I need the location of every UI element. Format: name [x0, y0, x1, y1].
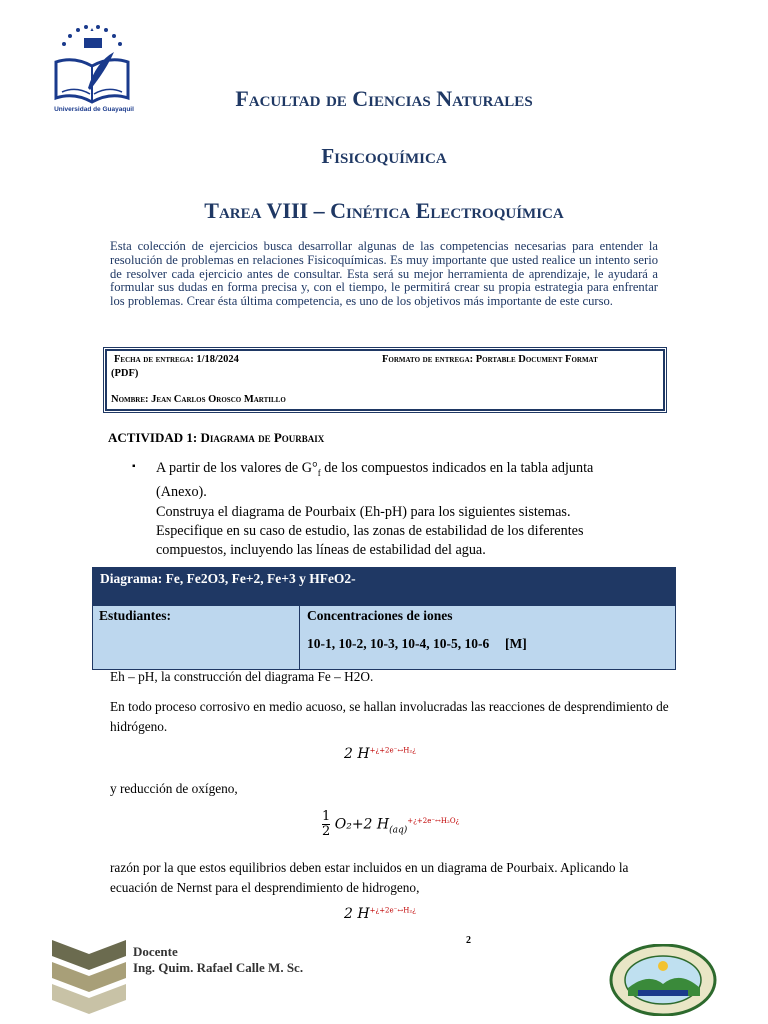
instr-sub: f [317, 467, 321, 478]
eq2-den: 2 [322, 824, 331, 839]
eq3-super: +¿+2e⁻↔H₂¿ [369, 906, 416, 915]
instr-line1a: A partir de los valores de G° [156, 460, 318, 476]
teacher-signature-block [133, 944, 303, 976]
table-header [92, 567, 676, 605]
task-title: Tarea VIII – Cinética Electroquímica [204, 198, 564, 223]
due-date: Fecha de entrega: 1/18/2024 [114, 354, 239, 365]
eq2-sub: (aq) [389, 825, 408, 836]
instr-line5: compuestos, incluyendo las líneas de estabilidad del agua. [156, 542, 486, 559]
body-paragraph-4: razón por la que estos equilibrios deben estar incluidos en un diagrama de Pourbaix. Aplicando la ecuación de Nernst para el desprendimiento de hidrogeno, [110, 860, 629, 895]
delivery-format: Formato de entrega: Portable Document Format [382, 354, 598, 365]
university-name: Universidad de Guayaquil [54, 106, 134, 113]
concentrations-unit: [M] [505, 636, 527, 651]
eq2-main: O₂+2 H [334, 816, 390, 833]
faculty-seal-icon [608, 944, 718, 1016]
eq1-super: +¿+2e⁻↔H₂¿ [369, 746, 416, 755]
eq1-main: 2 H [344, 746, 370, 762]
eq2-num: 1 [322, 809, 331, 824]
intro-paragraph: Esta colección de ejercicios busca desarrollar algunas de las competencias necesarias para entender la resolución de problemas en relaciones Fisicoquímicas. Es muy importante que usted realice un intento serio de resolver cada ejercicio antes de consultar. Esta será su mejor herramienta de aprendizaje, le ayudará a formular sus dudas en forma precisa y, con el tiempo, le permitirá crear su propia estrategia para enfrentar los problemas. Crear ésta última competencia, es uno de los objetivos más importante de este curso. [110, 239, 658, 309]
students-label: Estudiantes: [99, 608, 172, 623]
concentrations-values: 10-1, 10-2, 10-3, 10-4, 10-5, 10-6 [307, 636, 490, 651]
equation-o2-reduction [322, 810, 459, 839]
activity-title: ACTIVIDAD 1: Diagrama de Pourbaix [108, 430, 325, 445]
table-header-text: Diagrama: Fe, Fe2O3, Fe+2, Fe+3 y HFeO2- [100, 571, 356, 586]
instr-line4: Especifique en su caso de estudio, las zonas de estabilidad de los diferentes [156, 523, 584, 540]
body-paragraph-3: y reducción de oxígeno, [110, 781, 238, 796]
assignment-table [92, 567, 676, 670]
chevron-logo-icon [52, 940, 126, 1014]
body-paragraph-2: En todo proceso corrosivo en medio acuoso, se hallan involucradas las reacciones de desprendimiento de hidrógeno. [110, 699, 669, 734]
submission-info-box [103, 347, 667, 413]
activity-instructions [156, 459, 666, 561]
student-name: Nombre: Jean Carlos Orosco Martillo [111, 394, 286, 405]
equation-h2-evolution [344, 746, 416, 762]
instr-line1b: de los compuestos indicados en la tabla adjunta [320, 460, 594, 476]
teacher-role: Docente [133, 944, 178, 959]
equation-nernst-h2 [344, 906, 416, 922]
instr-line3: Construya el diagrama de Pourbaix (Eh-pH) para los siguientes sistemas. [156, 503, 571, 520]
eq3-main: 2 H [344, 906, 370, 922]
teacher-name: Ing. Quim. Rafael Calle M. Sc. [133, 960, 304, 975]
table-body [92, 605, 676, 670]
course-title: Fisicoquímica [321, 144, 447, 168]
instr-line2: (Anexo). [156, 484, 207, 501]
table-divider [299, 606, 300, 669]
body-paragraph-1: Eh – pH, la construcción del diagrama Fe – H2O. [110, 669, 374, 684]
bullet-icon: ▪ [132, 461, 136, 472]
eq2-super: +¿+2e⁻↔H₂O¿ [407, 816, 460, 825]
delivery-format-cont: (PDF) [111, 368, 139, 379]
page-number: 2 [466, 935, 471, 946]
faculty-title: Facultad de Ciencias Naturales [235, 86, 533, 111]
concentrations-label: Concentraciones de iones [307, 608, 453, 623]
